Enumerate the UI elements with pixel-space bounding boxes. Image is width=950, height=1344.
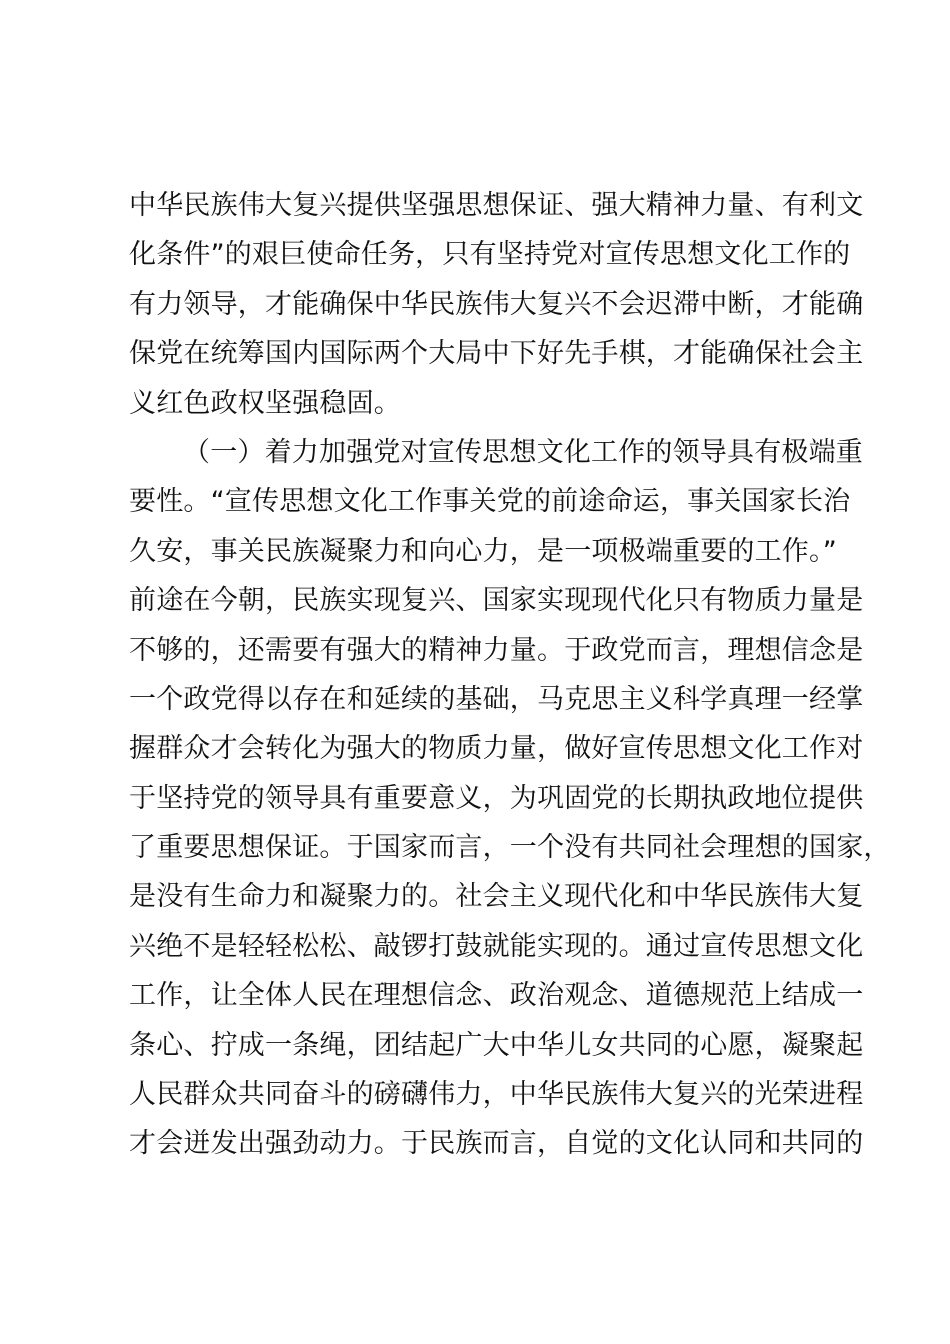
text-line: 中华民族伟大复兴提供坚强思想保证、强大精神力量、有利文 — [129, 190, 864, 221]
text-line: 保党在统筹国内国际两个大局中下好先手棋，才能确保社会主 — [129, 338, 864, 370]
text-line: 握群众才会转化为强大的物质力量，做好宣传思想文化工作对 — [129, 733, 864, 765]
text-line: 前途在今朝，民族实现复兴、国家实现现代化只有物质力量是 — [129, 585, 864, 617]
text-line: 人民群众共同奋斗的磅礴伟力，中华民族伟大复兴的光荣进程 — [129, 1079, 864, 1111]
text-line: 才会迸发出强劲动力。于民族而言，自觉的文化认同和共同的 — [129, 1128, 864, 1160]
body-text — [129, 181, 891, 1169]
text-line: 兴绝不是轻轻松松、敲锣打鼓就能实现的。通过宣传思想文化 — [129, 930, 864, 962]
text-line: 久安，事关民族凝聚力和向心力，是一项极端重要的工作。” — [129, 535, 837, 567]
text-line: 有力领导，才能确保中华民族伟大复兴不会迟滞中断，才能确 — [129, 288, 864, 320]
text-line: 一个政党得以存在和延续的基础，马克思主义科学真理一经掌 — [129, 683, 864, 715]
text-line: 义红色政权坚强稳固。 — [129, 387, 401, 419]
text-line: 于坚持党的领导具有重要意义，为巩固党的长期执政地位提供 — [129, 782, 864, 814]
text-line: 是没有生命力和凝聚力的。社会主义现代化和中华民族伟大复 — [129, 881, 864, 913]
text-line: 了重要思想保证。于国家而言，一个没有共同社会理想的国家， — [129, 832, 891, 864]
text-line: 工作，让全体人民在理想信念、政治观念、道德规范上结成一 — [129, 980, 864, 1012]
text-line: 要性。“宣传思想文化工作事关党的前途命运，事关国家长治 — [129, 486, 851, 518]
text-line: 条心、拧成一条绳，团结起广大中华儿女共同的心愿，凝聚起 — [129, 1029, 864, 1061]
text-line: 不够的，还需要有强大的精神力量。于政党而言，理想信念是 — [129, 634, 864, 666]
text-line: 化条件”的艰巨使命任务，只有坚持党对宣传思想文化工作的 — [129, 239, 851, 271]
section-heading-line: （一）着力加强党对宣传思想文化工作的领导具有极端重 — [183, 436, 863, 468]
